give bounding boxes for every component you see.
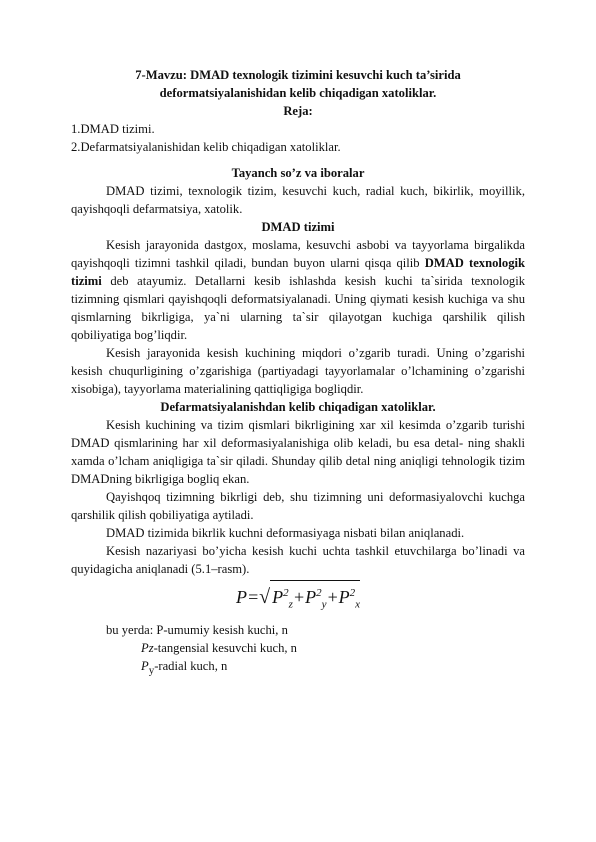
keywords-heading: Tayanch so’z va iboralar [231,166,365,180]
definition-2: Pz-tangensial kesuvchi kuch, n [141,640,297,655]
plan-heading: Reja: [283,104,313,118]
section2-heading: Defarmatsiyalanishdan kelib chiqadigan xatoliklar. [160,400,436,414]
paragraph-2: Kesish jarayonida kesish kuchining miqdori o’zgarib turadi. Uning o’zgarishi kesish chuqurligining o’zgarishiga (partiyadagi tayyorlamalar o’lchamining o’zgarishi xisobiga), tayyorlama materialining qattiqligiga bogliqdir. [71,346,525,396]
definition-3: $P_y$-radial kuch, n [141,658,228,677]
section1-heading: DMAD tizimi [261,220,335,234]
paragraph-6: Kesish nazariyasi bo’yicha kesish kuchi uchta tashkil etuvchilarga bo’linadi va quyidagicha aniqlanadi (5.1–rasm). [71,544,525,576]
paragraph-3: Kesish kuchining va tizim qismlari bikrligining xar xil kesimda o’zgarib turishi DMAD qismlarining har xil deformasiyalanishiga olib keladi, bu esa detal- ning shakli xamda o’lcham aniqligiga ta`sir qiladi. Shunday qilib detal ning aniqligi tehnologik tizim DMADning bikrligiga bogliq ekan. [71,418,525,486]
force-formula: P=√ $P^2_z+P^2_y+P^2_x$ [71,580,525,617]
document-page [71,66,525,679]
title-line-1: 7-Mavzu: DMAD texnologik tizimini kesuvchi kuch ta’sirida [135,68,461,82]
paragraph-4: Qayishqoq tizimning bikrligi deb, shu tizimning uni deformasiyalovchi kuchga qarshilik qilish qobiliyatiga aytiladi. [71,490,525,522]
bold-term: DMAD texnologik tizimi [71,256,525,288]
keywords-text: DMAD tizimi, texnologik tizim, kesuvchi kuch, radial kuch, bikirlik, moyillik, qayishqoqli defarmatsiya, xatolik. [71,184,525,216]
plan-item: 1.DMAD tizimi. [71,122,155,136]
plan-item: 2.Defarmatsiyalanishidan kelib chiqadigan xatoliklar. [71,140,341,154]
definition-1: bu yerda: P-umumiy kesish kuchi, n [106,622,288,637]
paragraph-1: Kesish jarayonida dastgox, moslama, kesuvchi asbobi va tayyorlama birgalikda qayishqoqli tizimni tashkil qiladi, bundan buyon ularni qisqa qilib DMAD texnologik tizimi deb atayumiz. Detallarni kesib ishlashda kesish kuchi ta`sirida texnologik tizimning qismlari qayishqoqli deformatsiyalanadi. Uning qiymati kesish kuchiga va shu qismlarning bikrligiga, ya`ni ularning ta`sir qilayotgan kuchiga qarshilik qilish qobiliyatiga bog’liqdir. [71,238,525,342]
paragraph-5: DMAD tizimida bikrlik kuchni deformasiyaga nisbati bilan aniqlanadi. [106,526,465,540]
title-line-2: deformatsiyalanishidan kelib chiqadigan xatoliklar. [159,86,437,100]
